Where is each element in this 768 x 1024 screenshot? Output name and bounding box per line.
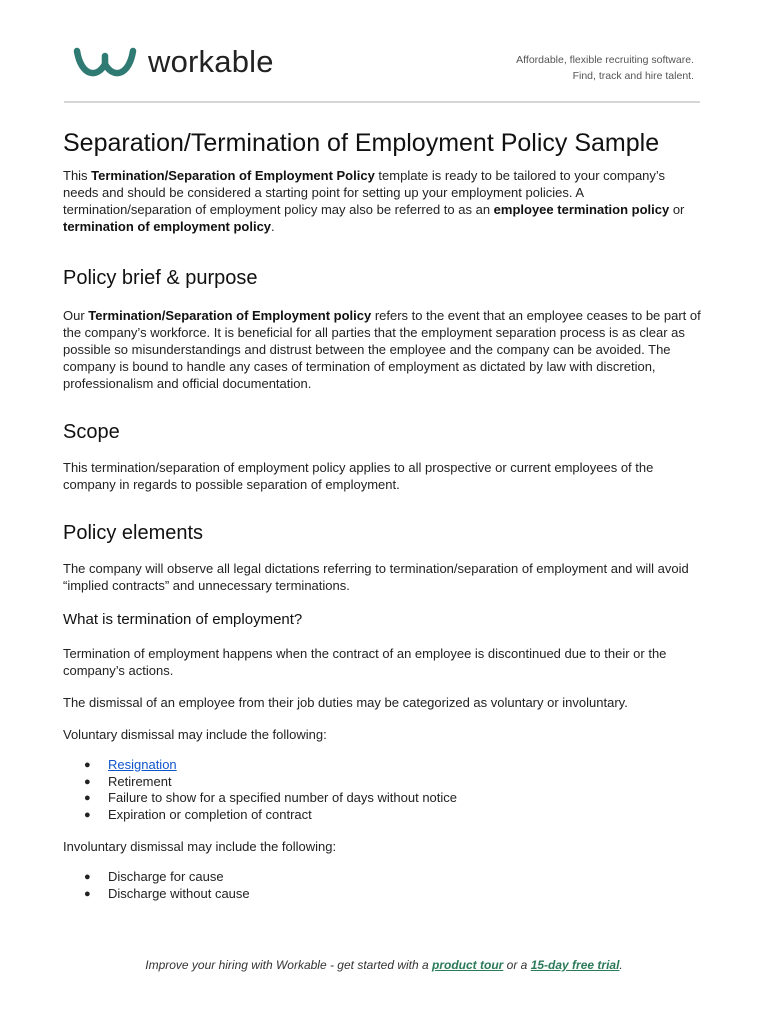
voluntary-intro: Voluntary dismissal may include the following: — [63, 727, 327, 742]
intro-text: template is ready to be tailored to your company’s needs and should be considered a starting point for setting up your employment policies. A termination/separation of employment policy may also be referred to as an — [63, 168, 666, 217]
document-body — [63, 128, 703, 902]
intro-bold: employee termination policy — [493, 202, 670, 217]
list-item — [63, 757, 703, 774]
resignation-link[interactable]: Resignation — [108, 757, 177, 772]
list-item: ● Retirement — [63, 774, 703, 791]
elements-paragraph: The company will observe all legal dictations referring to termination/separation of employment and will avoid “implied contracts” and unnecessary terminations. — [63, 561, 689, 593]
intro-text: This — [63, 168, 92, 183]
tagline-line1: Affordable, flexible recruiting software. — [516, 54, 694, 66]
workable-logo[interactable] — [72, 43, 274, 82]
list-item: ● Failure to show for a specified number of days without notice — [63, 790, 703, 807]
footer-text: or a — [503, 958, 531, 972]
termination-paragraph-2: The dismissal of an employee from their job duties may be categorized as voluntary or involuntary. — [63, 695, 628, 710]
brief-text: Our — [63, 308, 89, 323]
footer-text: . — [619, 958, 623, 972]
footer-text: Improve your hiring with Workable - get started with a — [145, 958, 433, 972]
involuntary-list — [63, 869, 703, 902]
intro-text: . — [271, 219, 275, 234]
intro-bold: termination of employment policy — [63, 219, 272, 234]
scope-paragraph: This termination/separation of employment policy applies to all prospective or current employees of the company in regards to possible separation of employment. — [63, 460, 654, 492]
workable-w-icon — [72, 46, 138, 82]
intro-paragraph — [63, 167, 703, 235]
brief-bold: Termination/Separation of Employment policy — [88, 308, 372, 323]
brief-paragraph — [63, 307, 703, 392]
section-heading-brief: Policy brief & purpose — [63, 267, 258, 289]
voluntary-list — [63, 757, 703, 823]
free-trial-link[interactable]: 15-day free trial — [530, 958, 620, 972]
list-item: ● Discharge without cause — [63, 886, 703, 903]
section-heading-scope: Scope — [63, 421, 120, 443]
list-item: ● Expiration or completion of contract — [63, 807, 703, 824]
tagline-line2: Find, track and hire talent. — [572, 70, 694, 82]
list-item: ● Discharge for cause — [63, 869, 703, 886]
logo-text: workable — [148, 43, 274, 79]
section-heading-elements: Policy elements — [63, 522, 204, 544]
brief-text: refers to the event that an employee ceases to be part of the company’s workforce. It is beneficial for all parties that the employment separation process is as clear as possible so misunderstandings and distrust between the employee and the company can be avoided. The company is bound to handle any cases of termination of employment as dictated by law with discretion, professionalism and official documentation. — [63, 308, 701, 391]
termination-paragraph-1: Termination of employment happens when the contract of an employee is discontinued due to their or the company’s actions. — [63, 646, 667, 678]
page-title: Separation/Termination of Employment Policy Sample — [63, 129, 660, 157]
involuntary-intro: Involuntary dismissal may include the following: — [63, 839, 337, 854]
intro-text: or — [669, 202, 685, 217]
subheading-termination: What is termination of employment? — [63, 611, 303, 628]
page-header — [64, 40, 700, 102]
footer-cta — [0, 958, 768, 972]
product-tour-link[interactable]: product tour — [432, 958, 504, 972]
intro-bold: Termination/Separation of Employment Policy — [91, 168, 375, 183]
header-divider — [64, 101, 700, 103]
tagline — [516, 52, 694, 84]
